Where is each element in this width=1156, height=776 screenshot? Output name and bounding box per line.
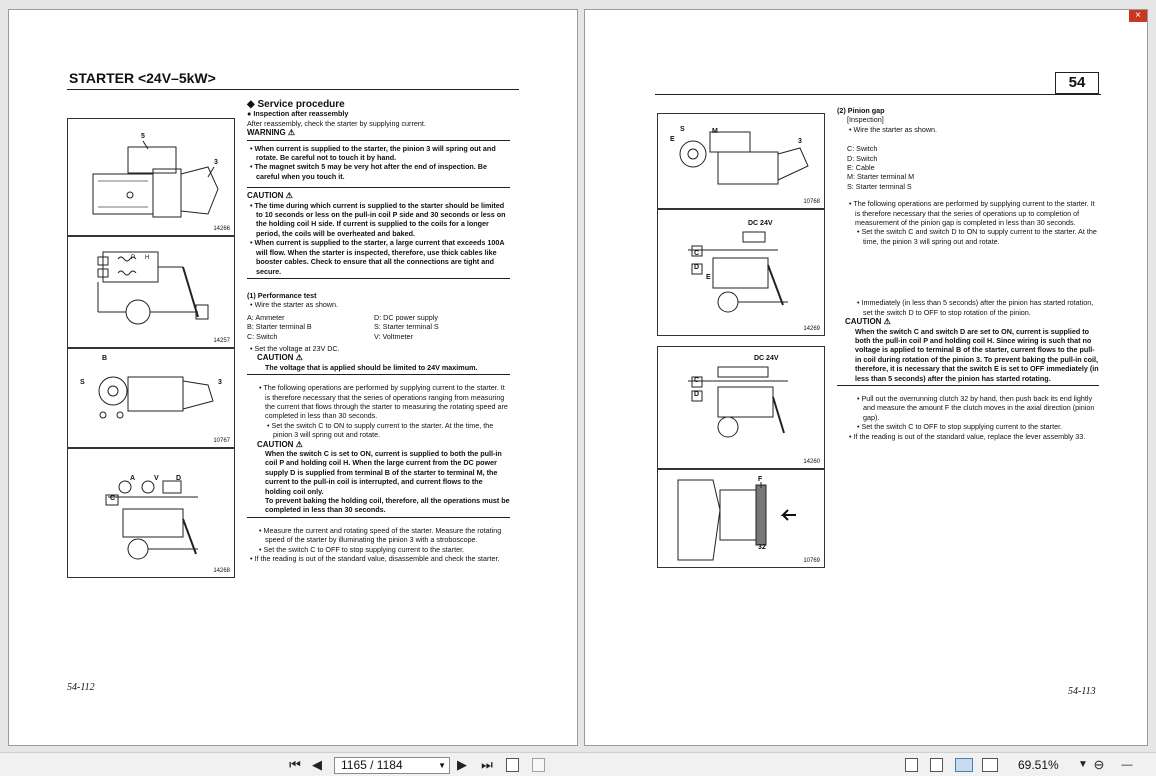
figure-id: 14269 bbox=[803, 326, 820, 332]
instruction-text: Set the switch C to ON to supply current to the starter. At the time, the pinion 3 will spring out and rotate. bbox=[271, 420, 494, 440]
label-m: M bbox=[712, 128, 718, 135]
instruction-text: Pull out the overrunning clutch 32 by hand, then push back its end lightly and measure the amount F the clutch moves in the axial direction (pinion gap). bbox=[861, 393, 1095, 422]
callout-5: 5 bbox=[141, 133, 145, 140]
first-page-icon[interactable]: ⏮ bbox=[289, 757, 301, 772]
figure-id: 14260 bbox=[803, 459, 820, 465]
close-icon[interactable]: × bbox=[1129, 10, 1147, 22]
page-footer: 54-112 bbox=[67, 682, 95, 693]
caution-label: CAUTION bbox=[845, 317, 882, 327]
fit-width-icon[interactable] bbox=[532, 758, 545, 772]
instruction-text: The following operations are performed by supplying current to the starter. It is therefore necessary that the series of operations up to completion of measurement of the pinion gap is completed in less than 30 seconds. bbox=[853, 199, 1095, 228]
section-heading: Service procedure bbox=[257, 99, 345, 110]
figure-id: 14268 bbox=[213, 568, 230, 574]
inspection-label: [Inspection] bbox=[847, 115, 884, 125]
next-page-icon[interactable]: ▶ bbox=[457, 757, 467, 772]
caution-text: The voltage that is applied should be limited to 24V maximum. bbox=[265, 362, 478, 372]
single-page-icon[interactable] bbox=[905, 758, 918, 772]
figure-starter-front bbox=[67, 348, 235, 448]
starter-front-drawing bbox=[68, 349, 234, 447]
legend-item: V: Voltmeter bbox=[374, 331, 413, 341]
dc24v-pinion-drawing bbox=[658, 347, 824, 468]
two-page-continuous-icon[interactable] bbox=[982, 758, 998, 772]
test-wiring-drawing bbox=[68, 449, 234, 577]
page-number-value: 1165 / 1184 bbox=[341, 758, 403, 772]
starter-drawing bbox=[68, 119, 234, 235]
label-s: S bbox=[680, 126, 685, 133]
instruction-text: Wire the starter as shown. bbox=[853, 124, 938, 134]
label-b: B bbox=[102, 355, 108, 362]
caution-label: CAUTION bbox=[257, 353, 294, 363]
label-d: D bbox=[694, 264, 700, 271]
legend-item: D: DC power supply bbox=[374, 312, 438, 322]
label-32: 32 bbox=[758, 544, 766, 551]
legend-item: S: Starter terminal S bbox=[374, 322, 439, 332]
figure-pinion-starter bbox=[657, 113, 825, 209]
pinion-gap-text: (2) Pinion gap [Inspection] • Wire the starter as shown. C: Switch D: Switch E: Cable M: Starter terminal M S: Starter terminal S • The following operations are performed by supplying current to the starter. It is therefore necessary that the series of operations up to completion of measurement of the pinion gap is completed in less than 30 seconds. • Set the switch C and switch D to ON to supply current to the starter. At the time, the pinion 3 will spring out and rotate. • Immediately (in less than 5 seconds) after the pinion has started rotation, set the switch D to OFF to stop rotation of the pinion. CAUTION ⚠ When the switch C and switch D are set to ON, current is supplied to both the pull-in coil P and holding coil H. Since wiring is such that no voltage is applied to terminal B of the starter, current flows to the pull-in coil during rotation of the pinion 3. To prevent baking the pull-in coil, therefore, it is necessary that the switch E is set to OFF immediately (in less than 5 seconds) after the pinion has started rotating. • Pull out the overrunning clutch 32 by hand, then push back its end lightly and measure the amount F the clutch moves in the axial direction (pinion gap). • Set the switch C to OFF to stop supplying current to the starter. • If the reading is out of the standard value, replace the lever assembly 33. bbox=[837, 106, 1099, 441]
service-procedure-text: ◆ Service procedure ● Inspection after reassembly After reassembly, check the starter by supplying current. WARNING ⚠ • When current is supplied to the starter, the pinion 3 will spring out and rotate. Be careful not to touch it by hand. • The magnet switch 5 may be very hot after the end of inspection. Be careful when you touch it. CAUTION ⚠ • The time during which current is supplied to the starter should be limited to 10 seconds or less on the pull-in coil P side and 30 seconds or less on the holding coil H side. If current is supplied to the coils for a longer period, the coils will be overheated and baked. • When current is supplied to the starter, a large current that exceeds 100A will flow. When the starter is inspected, therefore, use thick cables like booster cables. Check to ensure that all the connections are tight and secure. (1) Performance test • Wire the starter as shown. A: Ammeter D: DC power supply B: Starter terminal B S: Starter terminal S C: Switch V: Voltmeter • Set the voltage at 23V DC. CAUTION ⚠ The voltage that is applied should be limited to 24V maximum. • The following operations are performed by supplying current to the starter. It is therefore necessary that the series of operations ranging from measuring the current that flows through the starter to measuring the rotating speed are completed in less than 30 seconds. • Set the switch C to ON to supply current to the starter. At the time, the pinion 3 will spring out and rotate. CAUTION ⚠ When the switch C is set to ON, current is supplied to both the pull-in coil P and holding coil H. When the large current from the DC power supply D is supplied from terminal B of the starter to terminal M, the current to the pull-in coil is interrupted, and current flows to the holding coil only. To prevent baking the holding coil, therefore, all the operations must be completed in less than 30 seconds. • Measure the current and rotating speed of the starter. Measure the rotating speed of the starter by illuminating the pinion 3 with a stroboscope. • Set the switch C to OFF to stop supplying current to the starter. • If the reading is out of the standard value, disassemble and check the starter. bbox=[247, 99, 510, 564]
caution-text: To prevent baking the holding coil, therefore, all the operations must be completed in less than 30 seconds. bbox=[265, 496, 510, 515]
legend-item: E: Cable bbox=[847, 163, 875, 173]
figure-coil-circuit bbox=[67, 236, 235, 348]
intro-text: After reassembly, check the starter by supplying current. bbox=[247, 118, 426, 128]
caution-label: CAUTION bbox=[247, 191, 284, 201]
legend-list bbox=[847, 144, 1099, 191]
legend-item: M: Starter terminal M bbox=[847, 172, 915, 182]
page-left bbox=[8, 9, 578, 746]
caution-text: When the switch C and switch D are set to ON, current is supplied to both the pull-in coil P and holding coil H. Since wiring is such that no voltage is applied to terminal B of the starter, current flows to the pull-in coil during rotation of the pinion 3. To prevent baking the pull-in coil, therefore, it is necessary that the switch E is set to OFF immediately (in less than 5 seconds) after the pinion has started rotating. bbox=[855, 326, 1099, 383]
legend-item: C: Switch bbox=[847, 144, 878, 154]
last-page-icon[interactable]: ⏭ bbox=[481, 757, 493, 772]
page-right bbox=[584, 9, 1148, 746]
figure-id: 10767 bbox=[213, 438, 230, 444]
caution-item: When current is supplied to the starter, a large current that exceeds 100A will flow. When the starter is inspected, therefore, use thick cables like booster cables. Check to ensure that all the connections are tight and secure. bbox=[254, 238, 505, 276]
label-3: 3 bbox=[218, 379, 222, 386]
instruction-text: The following operations are performed by supplying current to the starter. It is therefore necessary that the series of operations ranging from measuring the current that flows through the starter to measuring the rotating speed are completed in less than 30 seconds. bbox=[263, 383, 508, 421]
zoom-out-icon[interactable]: ⊖ bbox=[1093, 757, 1105, 772]
perf-heading: (1) Performance test bbox=[247, 290, 317, 300]
instruction-text: Set the voltage at 23V DC. bbox=[254, 343, 340, 353]
dc24v-wiring-drawing bbox=[658, 210, 824, 335]
caution-label: CAUTION bbox=[257, 439, 294, 449]
warning-item: The magnet switch 5 may be very hot after the end of inspection. Be careful when you touch it. bbox=[254, 162, 487, 181]
instruction-text: Set the switch C and switch D to ON to supply current to the starter. At the time, the pinion 3 will spring out and rotate. bbox=[861, 227, 1097, 246]
label-e: E bbox=[670, 136, 675, 143]
label-e: E bbox=[706, 274, 711, 281]
diagram-title: DC 24V bbox=[754, 355, 779, 362]
figure-id: 10768 bbox=[803, 199, 820, 205]
title-rule bbox=[655, 94, 1101, 95]
label-d: D bbox=[694, 391, 700, 398]
warning-item: When current is supplied to the starter, the pinion 3 will spring out and rotate. Be careful not to touch it by hand. bbox=[254, 143, 496, 163]
continuous-page-icon[interactable] bbox=[930, 758, 943, 772]
figure-dc24v-pinion bbox=[657, 346, 825, 469]
fit-page-icon[interactable] bbox=[506, 758, 519, 772]
legend-item: S: Starter terminal S bbox=[847, 181, 912, 191]
page-title: STARTER <24V–5kW> bbox=[69, 70, 216, 86]
two-page-icon[interactable] bbox=[955, 758, 973, 772]
instruction-text: If the reading is out of the standard value, disassemble and check the starter. bbox=[254, 554, 500, 564]
figure-starter-side bbox=[67, 118, 235, 236]
figure-id: 14257 bbox=[213, 338, 230, 344]
figure-clutch-gap bbox=[657, 469, 825, 568]
label-3: 3 bbox=[798, 138, 802, 145]
caution-item: The time during which current is supplied to the starter should be limited to 10 seconds or less on the pull-in coil P side and 30 seconds or less on the holding coil H side. If current is supplied to the coils for a longer period, the coils will be overheated and baked. bbox=[254, 200, 506, 238]
label-d: D bbox=[176, 475, 182, 482]
section-number: 54 bbox=[1055, 72, 1099, 94]
legend-list bbox=[247, 313, 510, 341]
label-c: C bbox=[694, 250, 700, 257]
bottom-toolbar bbox=[0, 752, 1156, 776]
legend-item: D: Switch bbox=[847, 153, 878, 163]
warning-label: WARNING bbox=[247, 128, 286, 138]
instruction-text: Immediately (in less than 5 seconds) after the pinion has started rotation, set the switch D to OFF to stop rotation of the pinion. bbox=[861, 298, 1094, 317]
instruction-text: Wire the starter as shown. bbox=[254, 300, 339, 310]
instruction-text: If the reading is out of the standard value, replace the lever assembly 33. bbox=[853, 431, 1086, 441]
label-h: H bbox=[145, 255, 150, 261]
label-c: C bbox=[694, 377, 700, 384]
zoom-level[interactable]: 69.51% bbox=[1018, 758, 1059, 772]
clutch-gap-drawing bbox=[658, 470, 824, 567]
legend-item: C: Switch bbox=[247, 331, 278, 341]
instruction-text: Set the switch C to OFF to stop supplying current to the starter. bbox=[263, 544, 465, 554]
label-s: S bbox=[80, 379, 85, 386]
label-p: P bbox=[131, 255, 136, 261]
instruction-text: Measure the current and rotating speed of the starter. Measure the rotating speed of the starter by illuminating the pinion 3 with a stroboscope. bbox=[263, 525, 502, 545]
title-rule bbox=[67, 89, 519, 90]
label-a: A bbox=[130, 475, 136, 482]
gap-heading: (2) Pinion gap bbox=[837, 106, 885, 115]
prev-page-icon[interactable]: ◀ bbox=[312, 757, 322, 772]
page-footer: 54-113 bbox=[1068, 686, 1096, 697]
legend-item: A: Ammeter bbox=[247, 312, 285, 322]
subheading: Inspection after reassembly bbox=[253, 109, 349, 119]
label-v: V bbox=[154, 475, 159, 482]
figure-id: 10769 bbox=[803, 558, 820, 564]
diagram-title: DC 24V bbox=[748, 220, 773, 227]
page-number-input[interactable] bbox=[334, 757, 450, 774]
zoom-slider[interactable]: — bbox=[1121, 759, 1133, 771]
circuit-drawing bbox=[68, 237, 234, 347]
label-f: F bbox=[758, 476, 763, 483]
chevron-down-icon[interactable]: ▼ bbox=[438, 761, 446, 770]
caution-text: When the switch C is set to ON, current is supplied to both the pull-in coil P and holding coil H. When the large current from the DC power supply D is supplied from terminal B of the starter to terminal M, the current to the pull-in coil is interrupted, and current flows to the holding coil only. bbox=[265, 449, 502, 496]
label-c: C bbox=[110, 495, 116, 502]
figure-test-wiring bbox=[67, 448, 235, 578]
figure-dc24v-wiring bbox=[657, 209, 825, 336]
instruction-text: Set the switch C to OFF to stop supplying current to the starter. bbox=[861, 422, 1063, 432]
legend-item: B: Starter terminal B bbox=[247, 322, 312, 332]
zoom-dropdown-icon[interactable]: ▼ bbox=[1078, 759, 1088, 770]
callout-3: 3 bbox=[214, 159, 218, 166]
figure-id: 14266 bbox=[213, 226, 230, 232]
